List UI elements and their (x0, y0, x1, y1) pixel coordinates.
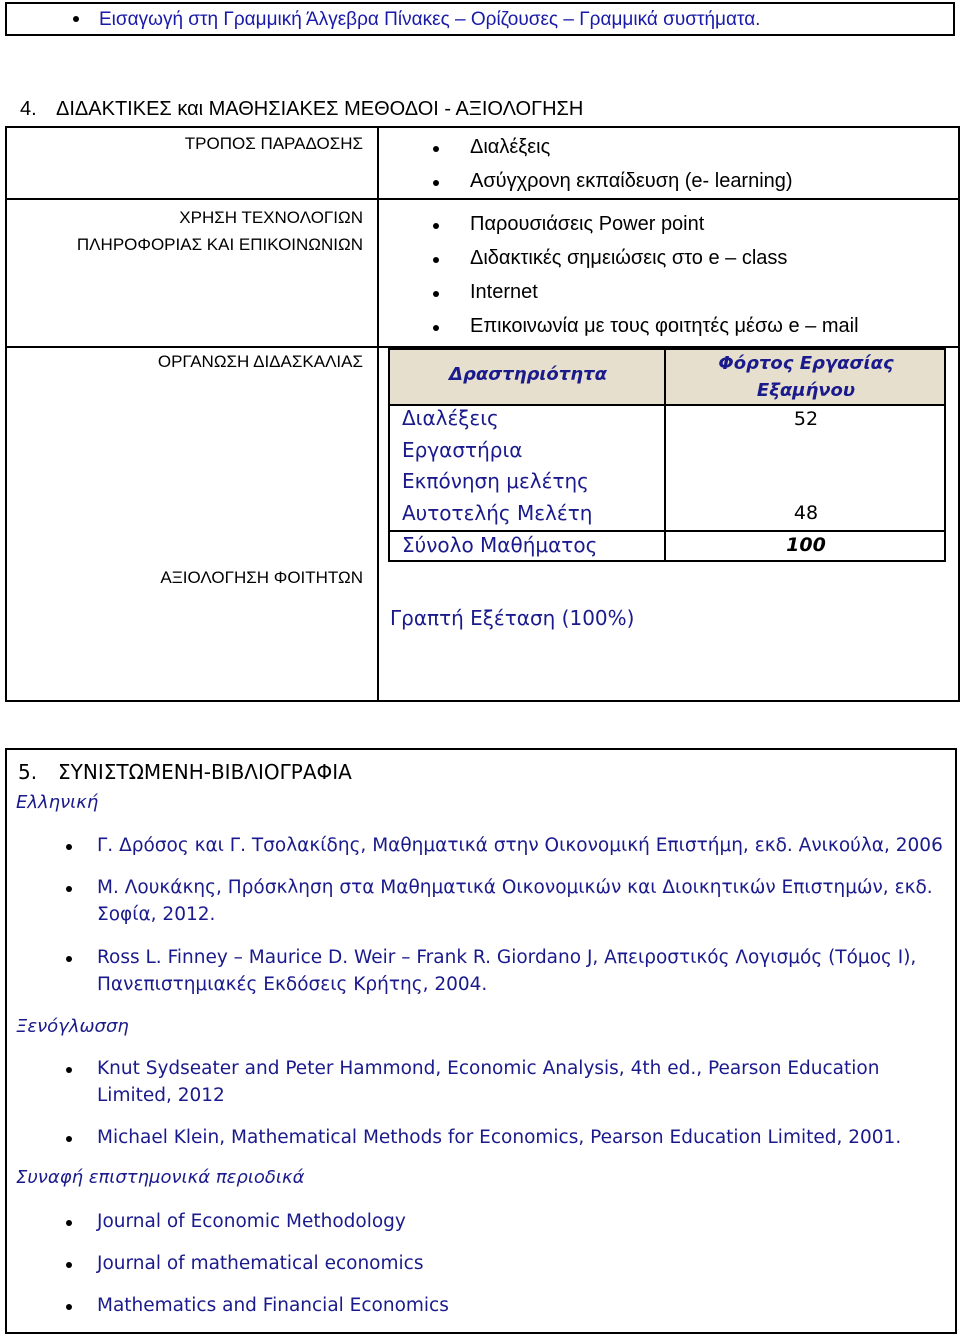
section-number: 5. (18, 760, 38, 784)
ict-label-line2: ΠΛΗΡΟΦΟΡΙΑΣ ΚΑΙ ΕΠΙΚΟΙΝΩΝΙΩΝ (76, 235, 363, 254)
delivery-item: Διαλέξεις (470, 136, 551, 158)
course-topic-item: Εισαγωγή στη Γραμμική Άλγεβρα Πίνακες – Ορίζουσες – Γραμμικά συστήματα. (99, 9, 761, 30)
greek-reference: Γ. Δρόσος και Γ. Τσολακίδης, Μαθηματικά στην Οικονομική Επιστήμη, εκδ. Ανικούλα, 2006 (97, 835, 943, 856)
ict-item: Internet (470, 281, 538, 303)
journal-item: Journal of Economic Methodology (97, 1211, 406, 1232)
bullet-icon (66, 1136, 72, 1142)
exam-method: Γραπτή Εξέταση (100%) (390, 606, 635, 630)
workload-cell: 52 (793, 408, 819, 430)
journal-item: Journal of mathematical economics (97, 1253, 424, 1274)
bullet-icon (433, 180, 439, 186)
journals-label: Συναφή επιστημονικά περιοδικά (16, 1167, 305, 1188)
bullet-icon (66, 886, 72, 892)
bullet-icon (66, 1304, 72, 1310)
activity-cell: Διαλέξεις (402, 406, 499, 430)
workload-column-header (666, 350, 946, 404)
delivery-mode-label: ΤΡΟΠΟΣ ΠΑΡΑΔΟΣΗΣ (184, 134, 363, 153)
greek-bibliography-label: Ελληνική (16, 792, 99, 813)
bullet-icon (433, 257, 439, 263)
section-5-heading (18, 760, 352, 784)
row-divider (377, 198, 960, 200)
activity-cell: Εργαστήρια (402, 438, 523, 462)
bullet-icon (66, 1067, 72, 1073)
row-divider (388, 530, 946, 532)
greek-reference: Μ. Λουκάκης, Πρόσκληση στα Μαθηματικά Οικονομικών και Διοικητικών Επιστημών, εκδ. Σοφία, 2012. (97, 877, 933, 925)
activity-cell: Εκπόνηση μελέτης (402, 469, 589, 493)
workload-header-line1: Φόρτος Εργασίας (718, 353, 894, 374)
total-label-cell: Σύνολο Μαθήματος (402, 533, 598, 557)
ict-label (5, 204, 379, 258)
teaching-organization-label: ΟΡΓΑΝΩΣΗ ΔΙΔΑΣΚΑΛΙΑΣ (157, 352, 363, 371)
ict-item: Επικοινωνία με τους φοιτητές μέσω e – mail (470, 315, 859, 337)
bullet-icon (73, 16, 79, 22)
section-title: ΣΥΝΙΣΤΩΜΕΝΗ-ΒΙΒΛΙΟΓΡΑΦΙΑ (58, 760, 352, 784)
previous-content-box (5, 2, 955, 36)
foreign-reference: Michael Klein, Mathematical Methods for Economics, Pearson Education Limited, 2001. (97, 1127, 902, 1148)
workload-cell: 48 (793, 502, 819, 524)
ict-label-line1: ΧΡΗΣΗ ΤΕΧΝΟΛΟΓΙΩΝ (179, 208, 363, 227)
bullet-icon (433, 291, 439, 297)
section-4-heading (20, 98, 583, 121)
bullet-icon (66, 844, 72, 850)
foreign-bibliography-label: Ξενόγλωσση (16, 1016, 129, 1037)
bullet-icon (66, 956, 72, 962)
row-divider (5, 198, 379, 200)
foreign-reference: Knut Sydseater and Peter Hammond, Economic Analysis, 4th ed., Pearson Education Limited, 2012 (97, 1058, 880, 1106)
student-evaluation-label: ΑΞΙΟΛΟΓΗΣΗ ΦΟΙΤΗΤΩΝ (160, 568, 363, 587)
journal-item: Mathematics and Financial Economics (97, 1295, 449, 1316)
section-number: 4. (20, 98, 37, 120)
activity-column-header: Δραστηριότητα (449, 364, 607, 385)
activity-cell: Αυτοτελής Μελέτη (402, 501, 593, 525)
bullet-icon (433, 146, 439, 152)
bullet-icon (66, 1220, 72, 1226)
section-title: ΔΙΔΑΚΤΙΚΕΣ και ΜΑΘΗΣΙΑΚΕΣ ΜΕΘΟΔΟΙ - ΑΞΙΟΛΟΓΗΣΗ (56, 98, 584, 120)
greek-reference: Ross L. Finney – Maurice D. Weir – Frank R. Giordano J, Απειροστικός Λογισμός (Τόμος Ι), Πανεπιστημιακές Εκδόσεις Κρήτης, 2004. (97, 947, 917, 995)
ict-item: Παρουσιάσεις Power point (470, 213, 705, 235)
bullet-icon (433, 325, 439, 331)
workload-header-line2: Εξαμήνου (756, 380, 856, 401)
bullet-icon (433, 223, 439, 229)
delivery-item: Ασύγχρονη εκπαίδευση (e- learning) (470, 170, 793, 192)
total-value-cell: 100 (786, 534, 826, 556)
bullet-icon (66, 1262, 72, 1268)
ict-item: Διδακτικές σημειώσεις στο e – class (470, 247, 788, 269)
